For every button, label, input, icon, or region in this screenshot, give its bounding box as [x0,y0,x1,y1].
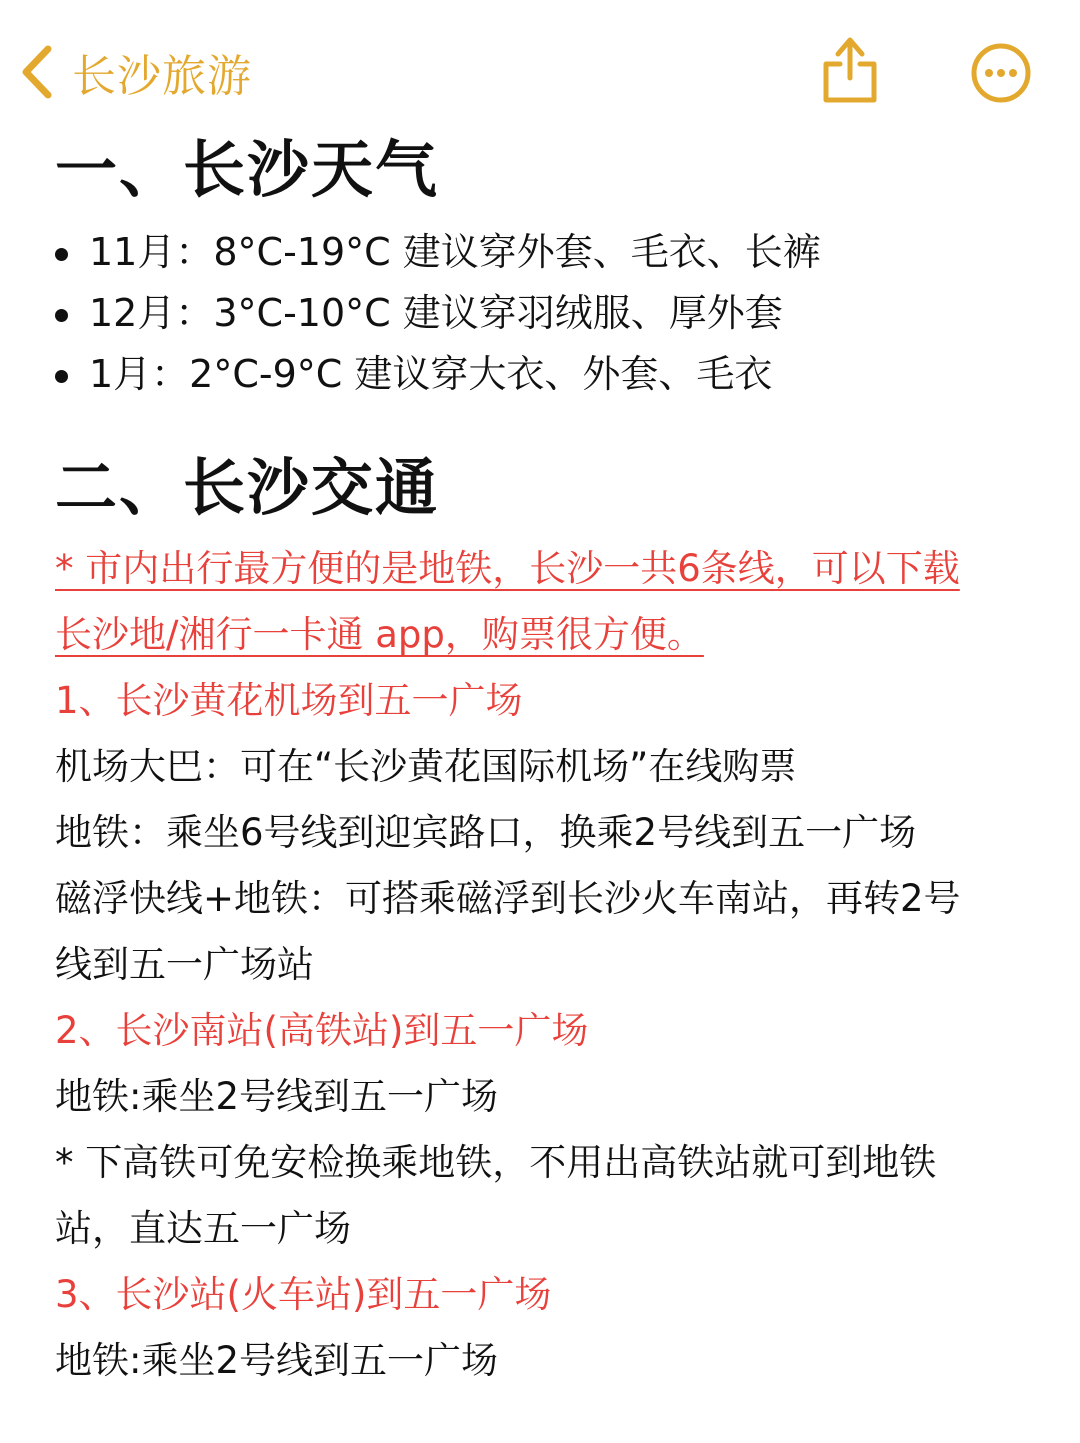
bullet-icon [55,248,68,261]
route-line: 地铁:乘坐2号线到五一广场 [55,1075,499,1118]
list-item: 1月：2°C-9°C 建议穿大衣、外套、毛衣 [55,344,821,405]
list-item: 11月：8°C-19°C 建议穿外套、毛衣、长裤 [55,222,821,283]
route-line: 地铁：乘坐6号线到迎宾路口，换乘2号线到五一广场 [55,811,917,854]
navigation-bar [0,0,1080,130]
share-icon [818,91,882,110]
route-heading-airport: 1、长沙黄花机场到五一广场 [55,679,523,722]
weather-list [55,222,821,405]
route-heading-south-station: 2、长沙南站(高铁站)到五一广场 [55,1009,589,1052]
list-item: 12月：3°C-10°C 建议穿羽绒服、厚外套 [55,283,821,344]
more-button[interactable] [970,42,1032,104]
bullet-icon [55,370,68,383]
back-button[interactable] [20,40,252,104]
route-line: 线到五一广场站 [55,943,314,986]
bullet-icon [55,309,68,322]
route-line: 站，直达五一广场 [55,1207,351,1250]
route-heading-railway-station: 3、长沙站(火车站)到五一广场 [55,1273,552,1316]
chevron-left-icon [20,43,54,101]
route-line: 机场大巴：可在“长沙黄花国际机场”在线购票 [55,745,797,788]
section-title-weather: 一、长沙天气 [55,133,440,206]
route-line: 地铁:乘坐2号线到五一广场 [55,1339,499,1382]
more-icon [970,89,1032,108]
route-line: 磁浮快线+地铁：可搭乘磁浮到长沙火车南站，再转2号 [55,877,961,920]
metro-note-line-2: 长沙地/湘行一卡通 app，购票很方便。 [55,613,704,656]
route-line: * 下高铁可免安检换乘地铁，不用出高铁站就可到地铁 [55,1141,937,1184]
share-button[interactable] [818,34,882,106]
metro-note-line-1: * 市内出行最方便的是地铁，长沙一共6条线，可以下载 [55,547,960,590]
back-label: 长沙旅游 [72,51,252,102]
section-title-transport: 二、长沙交通 [55,451,440,524]
